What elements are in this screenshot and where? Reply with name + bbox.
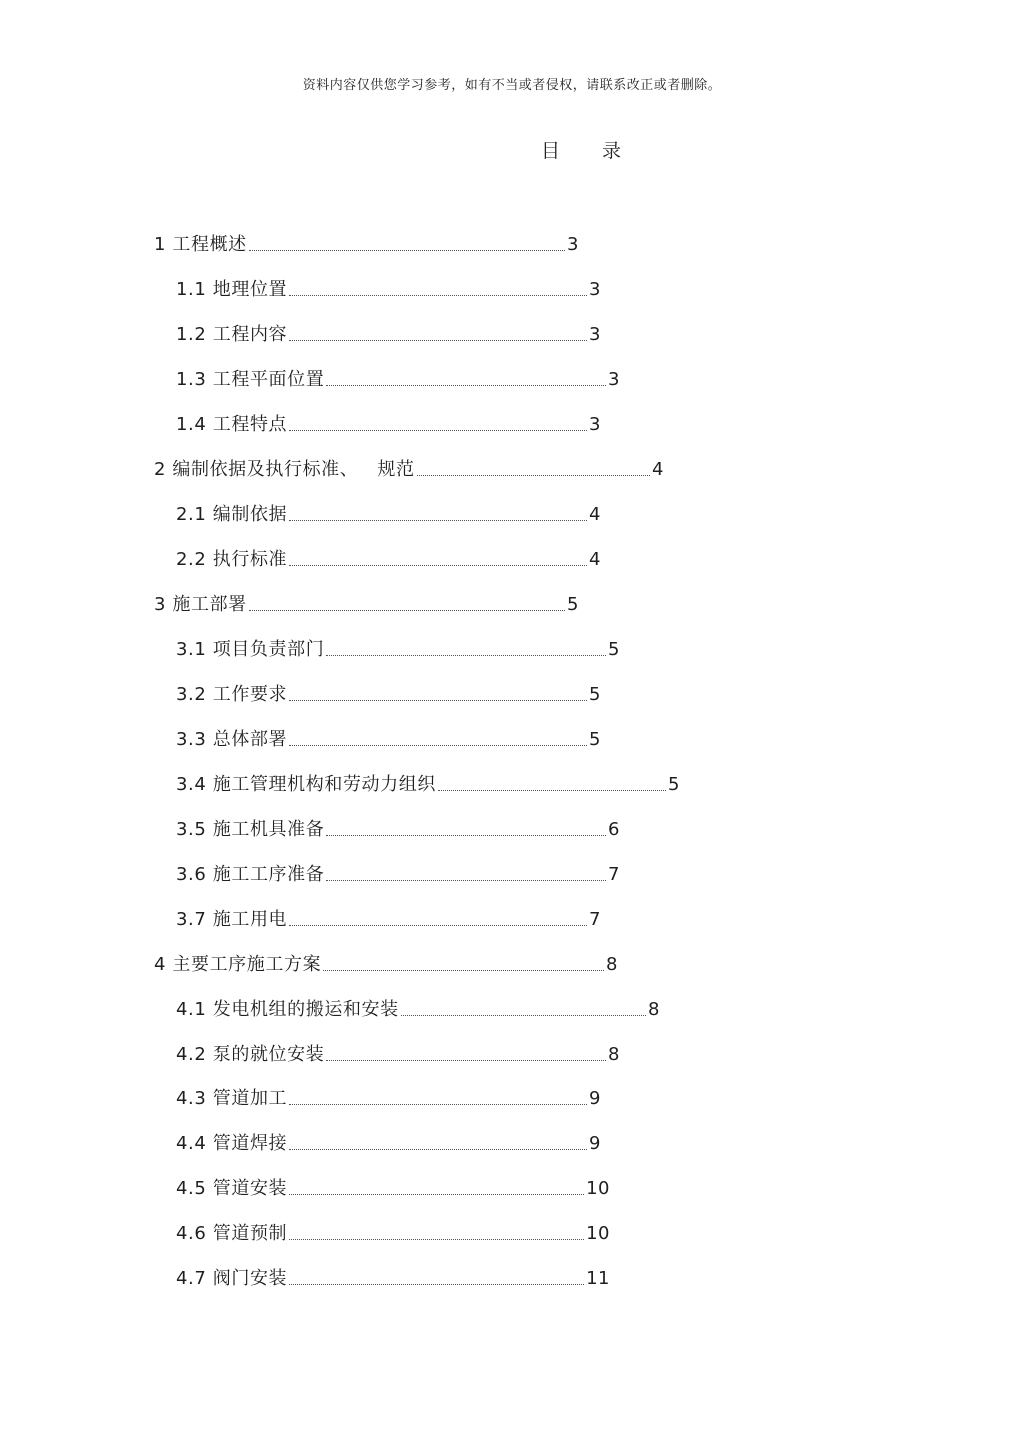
toc-dot-leader	[289, 564, 587, 566]
toc-entry[interactable]	[176, 1084, 601, 1110]
toc-entry[interactable]	[154, 950, 618, 976]
toc-entry-label: 2.1 编制依据	[176, 504, 288, 525]
toc-entry[interactable]	[176, 1174, 610, 1200]
toc-entry-page: 5	[668, 774, 680, 795]
toc-entry[interactable]	[176, 995, 660, 1021]
toc-dot-leader	[326, 879, 606, 881]
toc-dot-leader	[289, 1283, 584, 1285]
toc-entry-page: 7	[608, 864, 620, 885]
toc-entry[interactable]	[154, 230, 579, 256]
toc-dot-leader	[289, 1193, 584, 1195]
toc-entry-page: 8	[608, 1044, 620, 1065]
toc-entry-page: 9	[589, 1133, 601, 1154]
toc-entry[interactable]	[176, 410, 601, 436]
toc-entry[interactable]	[176, 1040, 620, 1066]
toc-entry-label: 3.3 总体部署	[176, 729, 288, 750]
toc-entry-page: 10	[586, 1223, 610, 1244]
toc-dot-leader	[289, 924, 587, 926]
toc-entry[interactable]	[176, 275, 601, 301]
toc-entry-page: 5	[589, 729, 601, 750]
toc-entry[interactable]	[176, 545, 601, 571]
toc-dot-leader	[249, 609, 565, 611]
toc-dot-leader	[289, 1148, 587, 1150]
toc-entry[interactable]	[176, 860, 620, 886]
toc-entry[interactable]	[176, 725, 601, 751]
toc-entry[interactable]	[176, 815, 620, 841]
toc-entry[interactable]	[176, 635, 620, 661]
toc-entry-label: 1.4 工程特点	[176, 414, 288, 435]
toc-entry-label: 3.2 工作要求	[176, 684, 288, 705]
toc-entry[interactable]	[176, 770, 680, 796]
toc-dot-leader	[326, 654, 606, 656]
toc-entry-label: 4.6 管道预制	[176, 1223, 288, 1244]
toc-entry-page: 3	[567, 234, 579, 255]
toc-entry-label: 2 编制依据及执行标准、 规范	[154, 459, 415, 480]
header-note: 资料内容仅供您学习参考，如有不当或者侵权，请联系改正或者删除。	[302, 78, 722, 93]
toc-entry-page: 11	[586, 1268, 610, 1289]
toc-entry-page: 5	[567, 594, 579, 615]
toc-entry-label: 4.5 管道安装	[176, 1178, 288, 1199]
toc-dot-leader	[326, 1059, 606, 1061]
toc-entry-page: 4	[589, 504, 601, 525]
toc-entry-page: 10	[586, 1178, 610, 1199]
toc-entry[interactable]	[176, 320, 601, 346]
toc-entry[interactable]	[176, 500, 601, 526]
toc-entry-label: 3.7 施工用电	[176, 909, 288, 930]
toc-dot-leader	[289, 1238, 584, 1240]
toc-entry-page: 3	[589, 324, 601, 345]
toc-entry-label: 3.6 施工工序准备	[176, 864, 325, 885]
toc-entry-label: 1.2 工程内容	[176, 324, 288, 345]
toc-entry-page: 3	[608, 369, 620, 390]
toc-entry-page: 6	[608, 819, 620, 840]
toc-dot-leader	[289, 294, 587, 296]
toc-dot-leader	[438, 789, 666, 791]
toc-entry-label: 4.3 管道加工	[176, 1088, 288, 1109]
toc-entry-page: 7	[589, 909, 601, 930]
toc-entry-page: 9	[589, 1088, 601, 1109]
toc-dot-leader	[289, 339, 587, 341]
toc-entry[interactable]	[176, 680, 601, 706]
toc-entry-label: 3.1 项目负责部门	[176, 639, 325, 660]
toc-dot-leader	[289, 429, 587, 431]
toc-entry-label: 1 工程概述	[154, 234, 247, 255]
toc-entry[interactable]	[154, 590, 579, 616]
toc-entry-label: 1.3 工程平面位置	[176, 369, 325, 390]
toc-entry-page: 3	[589, 414, 601, 435]
toc-dot-leader	[289, 699, 587, 701]
toc-entry-label: 3.4 施工管理机构和劳动力组织	[176, 774, 436, 795]
toc-entry[interactable]	[176, 905, 601, 931]
toc-dot-leader	[289, 744, 587, 746]
toc-entry-label: 1.1 地理位置	[176, 279, 288, 300]
toc-entry[interactable]	[154, 455, 664, 481]
toc-dot-leader	[326, 834, 606, 836]
toc-entry[interactable]	[176, 1129, 601, 1155]
toc-dot-leader	[289, 519, 587, 521]
toc-title: 目 录	[540, 140, 640, 162]
toc-entry-page: 8	[606, 954, 618, 975]
toc-entry[interactable]	[176, 1219, 610, 1245]
toc-dot-leader	[401, 1014, 646, 1016]
toc-dot-leader	[249, 249, 565, 251]
toc-entry-label: 3 施工部署	[154, 594, 247, 615]
toc-entry-page: 5	[608, 639, 620, 660]
toc-entry-label: 3.5 施工机具准备	[176, 819, 325, 840]
toc-entry-label: 4.2 泵的就位安装	[176, 1044, 325, 1065]
toc-entry[interactable]	[176, 365, 620, 391]
toc-entry-page: 4	[652, 459, 664, 480]
toc-dot-leader	[417, 474, 651, 476]
toc-entry-label: 4.1 发电机组的搬运和安装	[176, 999, 399, 1020]
toc-entry[interactable]	[176, 1264, 610, 1290]
toc-dot-leader	[323, 969, 604, 971]
toc-dot-leader	[289, 1103, 587, 1105]
toc-entry-page: 4	[589, 549, 601, 570]
toc-entry-label: 2.2 执行标准	[176, 549, 288, 570]
toc-dot-leader	[326, 384, 606, 386]
toc-entry-page: 8	[648, 999, 660, 1020]
toc-entry-page: 3	[589, 279, 601, 300]
toc-entry-page: 5	[589, 684, 601, 705]
toc-entry-label: 4 主要工序施工方案	[154, 954, 322, 975]
toc-entry-label: 4.4 管道焊接	[176, 1133, 288, 1154]
toc-entry-label: 4.7 阀门安装	[176, 1268, 288, 1289]
